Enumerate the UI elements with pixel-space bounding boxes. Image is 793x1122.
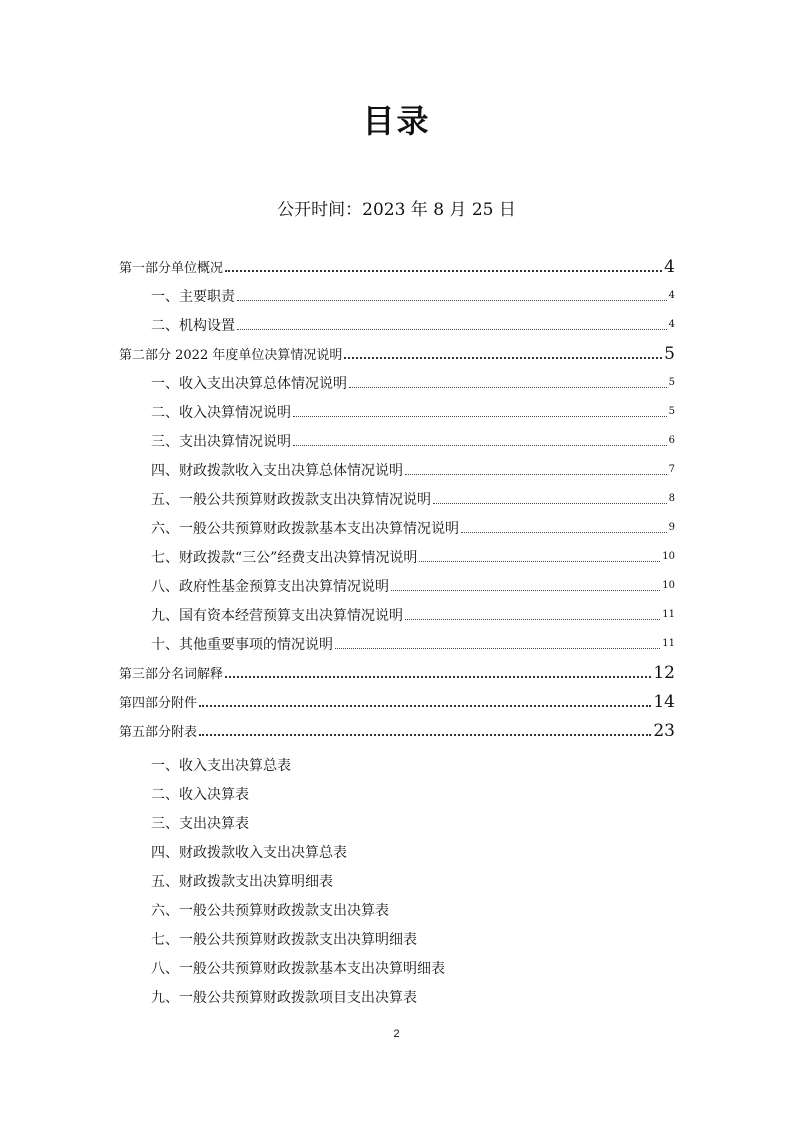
annex-table-item: 三、支出决算表 — [151, 815, 249, 832]
toc-entry-page: 23 — [653, 720, 675, 741]
toc-section-entry[interactable] — [119, 426, 675, 455]
toc-entry-title: 九、国有资本经营预算支出决算情况说明 — [151, 607, 403, 624]
toc-section-entry[interactable] — [119, 600, 675, 629]
toc-entry-title: 八、政府性基金预算支出决算情况说明 — [151, 578, 389, 595]
toc-entry-title: 第一部分单位概况 — [119, 261, 224, 276]
toc-entry-title: 七、财政拨款“三公”经费支出决算情况说明 — [151, 549, 418, 566]
toc-section-entry[interactable] — [119, 571, 675, 600]
toc-dot-leader — [237, 329, 667, 330]
toc-entry-title: 二、机构设置 — [151, 317, 235, 334]
toc-entry-title: 五、一般公共预算财政拨款支出决算情况说明 — [151, 491, 431, 508]
toc-part-entry[interactable] — [119, 687, 675, 716]
toc-entry-page: 10 — [662, 580, 675, 591]
toc-entry-page: 9 — [668, 522, 675, 533]
toc-entry-title: 四、财政拨款收入支出决算总体情况说明 — [151, 462, 403, 479]
toc-dot-leader — [225, 270, 662, 272]
toc-entry-page: 8 — [668, 493, 675, 504]
toc-dot-leader — [349, 387, 667, 388]
toc-dot-leader — [461, 532, 667, 533]
toc-section-entry[interactable] — [119, 629, 675, 658]
toc-entry-page: 6 — [668, 435, 675, 446]
toc-entry-page: 5 — [668, 377, 675, 388]
toc-entry-title: 第三部分名词解释 — [119, 667, 224, 682]
annex-table-item: 二、收入决算表 — [151, 786, 249, 803]
toc-dot-leader — [419, 561, 660, 562]
toc-entry-page: 7 — [668, 464, 675, 475]
toc-entry-title: 第四部分附件 — [119, 696, 198, 711]
toc-section-entry[interactable] — [119, 542, 675, 571]
toc-entry-title: 第五部分附表 — [119, 725, 198, 740]
toc-entry-title: 六、一般公共预算财政拨款基本支出决算情况说明 — [151, 520, 459, 537]
toc-section-entry[interactable] — [119, 310, 675, 339]
toc-entry-title: 二、收入决算情况说明 — [151, 404, 291, 421]
page-title: 目录 — [362, 102, 431, 140]
toc-entry-page: 10 — [662, 551, 675, 562]
annex-table-item: 四、财政拨款收入支出决算总表 — [151, 844, 347, 861]
toc-dot-leader — [225, 676, 651, 678]
toc-dot-leader — [344, 357, 662, 359]
toc-part-entry[interactable] — [119, 716, 675, 745]
toc-dot-leader — [199, 705, 651, 707]
toc-section-entry[interactable] — [119, 368, 675, 397]
toc-entry-page: 5 — [668, 406, 675, 417]
toc-dot-leader — [293, 416, 667, 417]
toc-dot-leader — [293, 445, 667, 446]
toc-entry-page: 11 — [662, 609, 675, 620]
toc-entry-title: 第二部分 2022 年度单位决算情况说明 — [119, 348, 343, 363]
toc-dot-leader — [405, 474, 667, 475]
toc-section-entry[interactable] — [119, 281, 675, 310]
toc-section-entry[interactable] — [119, 484, 675, 513]
toc-section-entry[interactable] — [119, 397, 675, 426]
toc-dot-leader — [391, 590, 660, 591]
annex-table-item: 一、收入支出决算总表 — [151, 757, 291, 774]
toc-entry-page: 4 — [668, 290, 675, 301]
toc-entry-page: 4 — [668, 319, 675, 330]
toc-entry-page: 12 — [653, 662, 675, 683]
page-number: 2 — [393, 1028, 400, 1040]
toc-entry-title: 一、收入支出决算总体情况说明 — [151, 375, 347, 392]
toc-dot-leader — [405, 619, 660, 620]
toc-dot-leader — [433, 503, 667, 504]
toc-dot-leader — [237, 300, 667, 301]
annex-table-item: 五、财政拨款支出决算明细表 — [151, 873, 333, 890]
toc-section-entry[interactable] — [119, 513, 675, 542]
toc-entry-title: 三、支出决算情况说明 — [151, 433, 291, 450]
annex-table-item: 八、一般公共预算财政拨款基本支出决算明细表 — [151, 960, 445, 977]
annex-table-item: 七、一般公共预算财政拨款支出决算明细表 — [151, 931, 417, 948]
toc-dot-leader — [335, 648, 660, 649]
toc-part-entry[interactable] — [119, 339, 675, 368]
annex-table-item: 六、一般公共预算财政拨款支出决算表 — [151, 902, 389, 919]
toc-section-entry[interactable] — [119, 455, 675, 484]
annex-table-list — [151, 750, 445, 1011]
toc-entry-page: 5 — [664, 343, 675, 364]
toc-entry-page: 14 — [653, 691, 675, 712]
toc-entry-page: 11 — [662, 638, 675, 649]
toc-entry-page: 4 — [664, 256, 675, 277]
toc-entry-title: 十、其他重要事项的情况说明 — [151, 636, 333, 653]
toc-part-entry[interactable] — [119, 658, 675, 687]
publish-date: 公开时间：2023 年 8 月 25 日 — [277, 200, 516, 220]
toc-dot-leader — [199, 734, 651, 736]
toc-part-entry[interactable] — [119, 252, 675, 281]
table-of-contents — [119, 252, 675, 745]
annex-table-item: 九、一般公共预算财政拨款项目支出决算表 — [151, 989, 417, 1006]
toc-entry-title: 一、主要职责 — [151, 288, 235, 305]
